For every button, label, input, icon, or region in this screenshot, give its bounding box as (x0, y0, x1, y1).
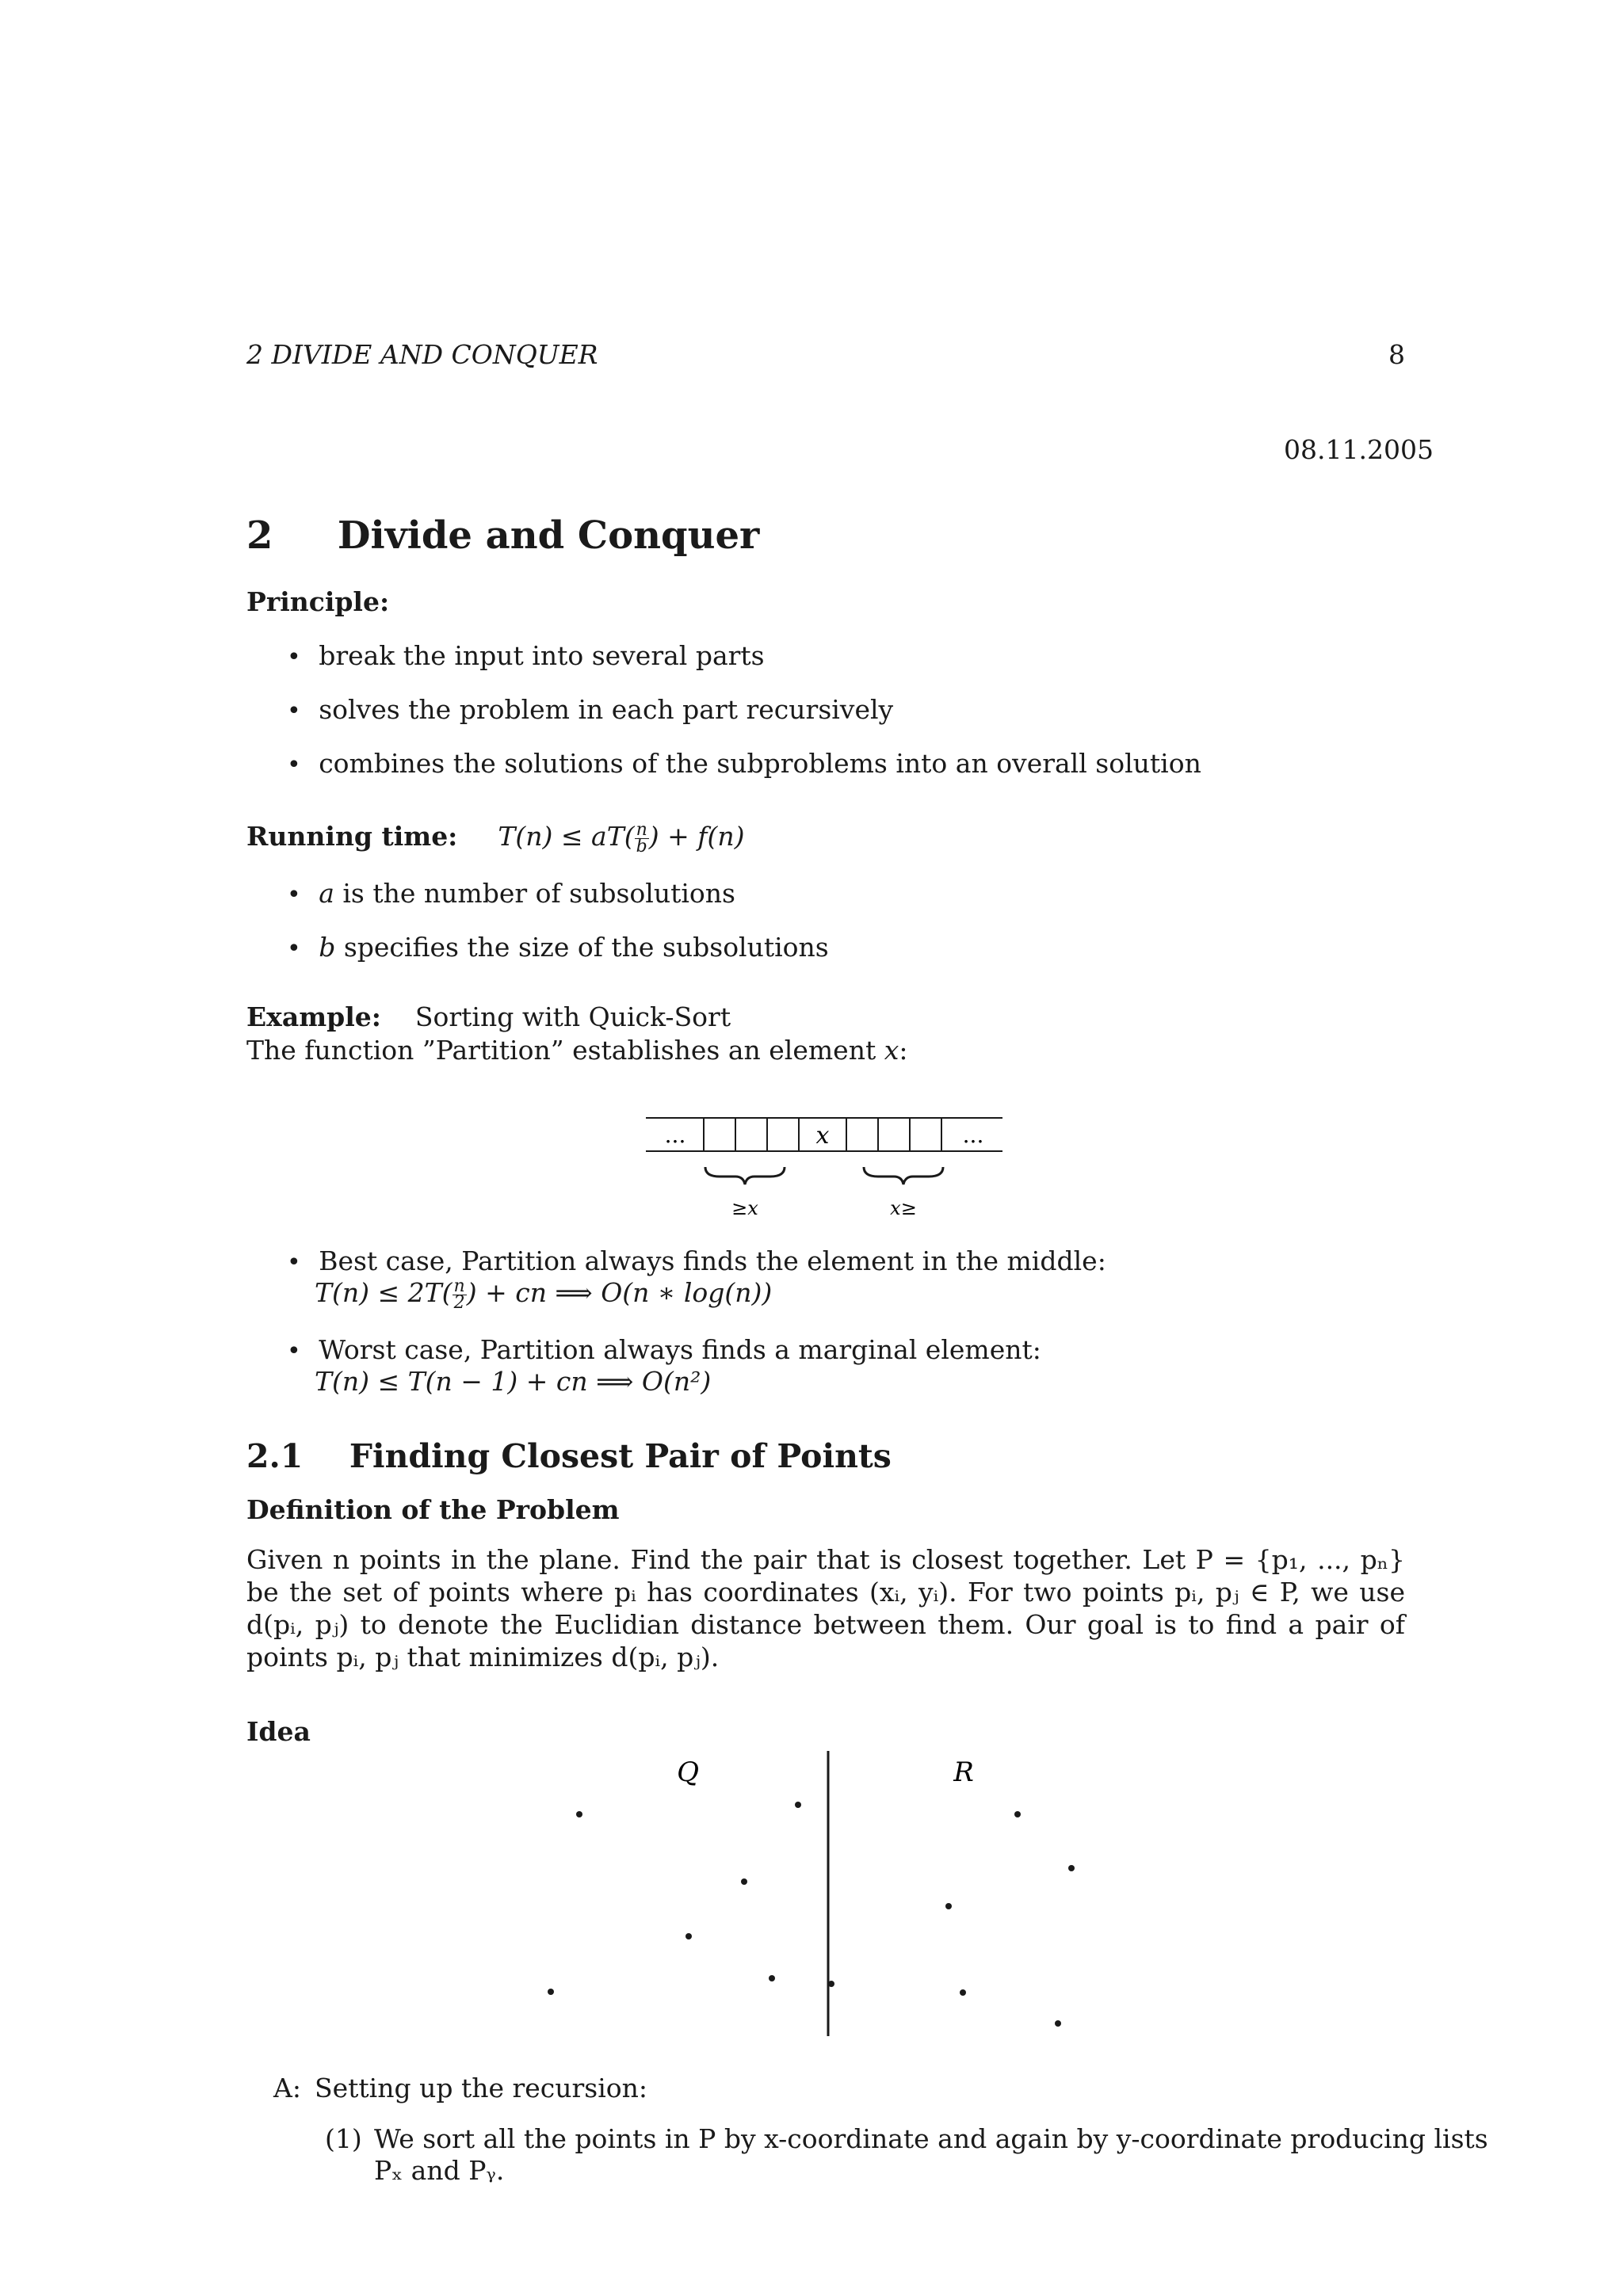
closest-pair-diagram (507, 1743, 1109, 2044)
running-header: 2 DIVIDE AND CONQUER (246, 339, 598, 370)
principle-label: Principle: (246, 586, 390, 617)
list-item: • Worst case, Partition always finds a marginal element: (287, 1334, 1041, 1365)
point (769, 1975, 775, 1981)
list-item: • Best case, Partition always finds the element in the middle: (287, 1245, 1106, 1276)
worst-case-formula: T(n) ≤ T(n − 1) + cn ⟹ O(n²) (315, 1366, 712, 1397)
point (741, 1878, 747, 1885)
recursion-text: Setting up the recursion: (315, 2073, 648, 2103)
q-label: Q (677, 1756, 699, 1788)
partition-diagram (642, 1113, 1006, 1232)
point (960, 1989, 966, 1996)
point (576, 1811, 582, 1817)
recursion-label: A: (273, 2073, 301, 2103)
date: 08.11.2005 (1284, 434, 1434, 465)
step-line-1: We sort all the points in P by x-coordinate and again by y-coordinate producing lists (374, 2123, 1488, 2154)
bullet-icon: • (287, 935, 301, 963)
bullet-icon: • (287, 1337, 301, 1365)
point (828, 1981, 834, 1987)
subsection-heading (246, 1437, 892, 1475)
subsection-title: Finding Closest Pair of Points (349, 1437, 892, 1475)
right-brace (864, 1167, 943, 1184)
step-number: (1) (325, 2123, 362, 2154)
list-item: • break the input into several parts (287, 640, 765, 671)
definition-title: Definition of the Problem (246, 1494, 620, 1525)
point (1014, 1811, 1021, 1817)
left-brace-label: ≥x (731, 1197, 758, 1219)
step-line-2: Pₓ and Pᵧ. (374, 2155, 505, 2186)
right-ellipsis: ... (962, 1122, 984, 1148)
subsection-number: 2.1 (246, 1437, 304, 1475)
bullet-icon: • (287, 881, 301, 909)
page-number: 8 (1388, 339, 1405, 370)
point (945, 1903, 952, 1909)
definition-paragraph: Given n points in the plane. Find the pair that is closest together. Let P = {p₁, ..., pₙ} be the set of points where pᵢ has coordinates (xᵢ, yᵢ). For two points pᵢ, pⱼ ∈ P, we use d(pᵢ, pⱼ) to denote the Euclidian distance between them. Our goal is to find a pair of points pᵢ, pⱼ that minimizes d(pᵢ, pⱼ). (246, 1544, 1405, 1672)
bullet-icon: • (287, 1249, 301, 1276)
best-case-formula: T(n) ≤ 2T( $\frac{n}{2}$ ) + cn ⟹ O(n ∗ log(n)) (315, 1276, 773, 1313)
fraction: $\frac{n}{2}$ (453, 1276, 465, 1313)
running-time-line: Running time: T(n) ≤ aT( $\frac{n}{b}$ ) + f(n) (246, 819, 745, 856)
list-item: • a is the number of subsolutions (287, 878, 735, 909)
pivot-label: x (815, 1122, 830, 1150)
fraction: $\frac{n}{b}$ (636, 819, 647, 856)
bullet-icon: • (287, 751, 301, 779)
example-description: The function ”Partition” establishes an element x: (246, 1035, 908, 1066)
point (1068, 1865, 1075, 1871)
example-line: Example: Sorting with Quick-Sort (246, 1001, 731, 1032)
bullet-icon: • (287, 697, 301, 725)
point (685, 1933, 692, 1939)
left-ellipsis: ... (664, 1122, 686, 1148)
example-label: Example: (246, 1001, 381, 1032)
running-time-label: Running time: (246, 821, 458, 852)
bullet-icon: • (287, 643, 301, 671)
point (1055, 2020, 1061, 2027)
left-brace (705, 1167, 785, 1184)
list-item: • solves the problem in each part recursively (287, 694, 894, 725)
point (548, 1989, 554, 1995)
list-item: • b specifies the size of the subsolutions (287, 932, 829, 963)
right-brace-label: x≥ (890, 1197, 917, 1219)
section-title: Divide and Conquer (337, 513, 760, 558)
point (795, 1802, 801, 1808)
r-label: R (953, 1756, 974, 1788)
idea-title: Idea (246, 1716, 311, 1747)
list-item: • combines the solutions of the subproblems into an overall solution (287, 748, 1201, 779)
section-number: 2 (246, 513, 273, 558)
section-heading (246, 513, 759, 558)
